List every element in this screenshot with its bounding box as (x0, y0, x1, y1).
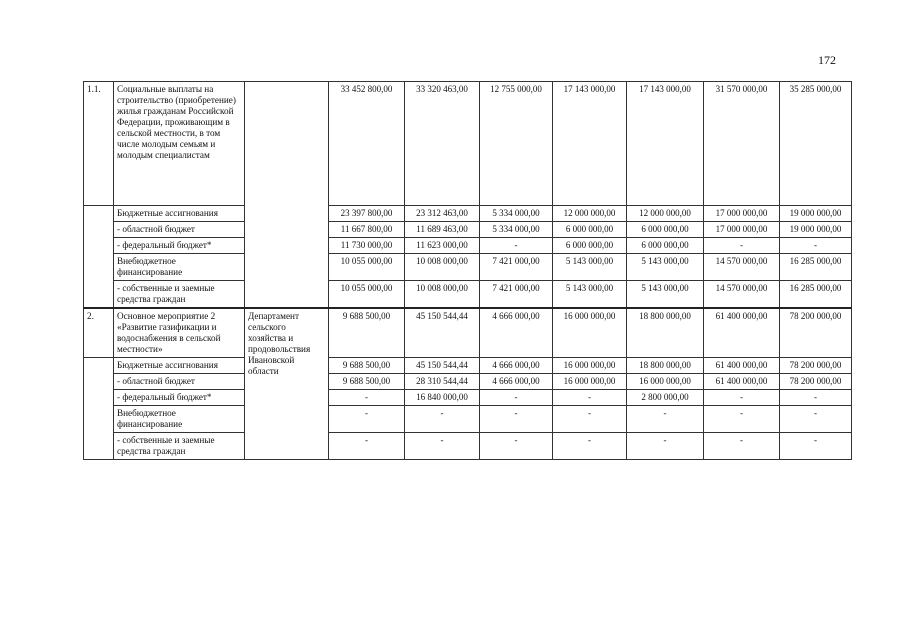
value-cell: 17 000 000,00 (704, 222, 780, 238)
table-row (84, 238, 852, 254)
row-number: 1.1. (84, 82, 114, 206)
value-cell: 16 285 000,00 (780, 281, 852, 309)
table-row (84, 222, 852, 238)
value-cell: 78 200 000,00 (780, 308, 852, 358)
value-cell: 45 150 544,44 (405, 358, 480, 374)
value-cell: - (627, 433, 704, 460)
value-cell: 12 000 000,00 (627, 206, 704, 222)
subrow-name: Внебюджетное финансирование (114, 406, 245, 433)
budget-table (83, 81, 852, 460)
value-cell: - (704, 433, 780, 460)
value-cell: 19 000 000,00 (780, 206, 852, 222)
value-cell: 33 320 463,00 (405, 82, 480, 206)
value-cell: - (329, 390, 405, 406)
value-cell: 78 200 000,00 (780, 374, 852, 390)
value-cell: 6 000 000,00 (627, 222, 704, 238)
table-row (84, 374, 852, 390)
table-row (84, 308, 852, 358)
table-row (84, 281, 852, 309)
value-cell: 7 421 000,00 (480, 254, 553, 281)
value-cell: 78 200 000,00 (780, 358, 852, 374)
value-cell: 23 312 463,00 (405, 206, 480, 222)
value-cell: 10 008 000,00 (405, 281, 480, 309)
value-cell: 5 143 000,00 (627, 281, 704, 309)
value-cell: 6 000 000,00 (553, 222, 627, 238)
row-name: Социальные выплаты на строительство (приобретение) жилья гражданам Российской Федерации, проживающим в сельской местности, в том числе молодым семьям и молодым специалистам (114, 82, 245, 206)
value-cell: 35 285 000,00 (780, 82, 852, 206)
row-executor (245, 82, 329, 309)
value-cell: 16 000 000,00 (553, 358, 627, 374)
value-cell: - (780, 238, 852, 254)
value-cell: - (627, 406, 704, 433)
value-cell: - (405, 433, 480, 460)
value-cell: 10 008 000,00 (405, 254, 480, 281)
value-cell: - (480, 390, 553, 406)
value-cell: 17 000 000,00 (704, 206, 780, 222)
row-executor: Департамент сельского хозяйства и продовольствия Ивановской области (245, 308, 329, 460)
value-cell: 31 570 000,00 (704, 82, 780, 206)
table-row (84, 390, 852, 406)
subrow-name: Внебюджетное финансирование (114, 254, 245, 281)
value-cell: - (480, 433, 553, 460)
value-cell: 16 840 000,00 (405, 390, 480, 406)
row-number-empty (84, 358, 114, 460)
value-cell: - (405, 406, 480, 433)
value-cell: 11 623 000,00 (405, 238, 480, 254)
subrow-name: - областной бюджет (114, 222, 245, 238)
value-cell: 61 400 000,00 (704, 358, 780, 374)
value-cell: - (704, 238, 780, 254)
value-cell: 5 143 000,00 (553, 254, 627, 281)
value-cell: 9 688 500,00 (329, 358, 405, 374)
value-cell: 33 452 800,00 (329, 82, 405, 206)
value-cell: 5 143 000,00 (627, 254, 704, 281)
value-cell: 28 310 544,44 (405, 374, 480, 390)
value-cell: - (780, 406, 852, 433)
row-number-empty (84, 206, 114, 309)
table-row (84, 433, 852, 460)
value-cell: 5 334 000,00 (480, 206, 553, 222)
subrow-name: - областной бюджет (114, 374, 245, 390)
value-cell: 6 000 000,00 (627, 238, 704, 254)
subrow-name: Бюджетные ассигнования (114, 206, 245, 222)
value-cell: 9 688 500,00 (329, 308, 405, 358)
value-cell: 18 800 000,00 (627, 308, 704, 358)
value-cell: - (553, 390, 627, 406)
table-row (84, 358, 852, 374)
value-cell: 12 755 000,00 (480, 82, 553, 206)
value-cell: 9 688 500,00 (329, 374, 405, 390)
value-cell: 12 000 000,00 (553, 206, 627, 222)
value-cell: - (704, 406, 780, 433)
value-cell: 11 689 463,00 (405, 222, 480, 238)
value-cell: 7 421 000,00 (480, 281, 553, 309)
table-row (84, 82, 852, 206)
value-cell: 16 000 000,00 (553, 374, 627, 390)
value-cell: 61 400 000,00 (704, 374, 780, 390)
table-row (84, 206, 852, 222)
value-cell: 18 800 000,00 (627, 358, 704, 374)
value-cell: 4 666 000,00 (480, 358, 553, 374)
value-cell: 19 000 000,00 (780, 222, 852, 238)
subrow-name: Бюджетные ассигнования (114, 358, 245, 374)
value-cell: - (553, 406, 627, 433)
value-cell: 5 143 000,00 (553, 281, 627, 309)
value-cell: - (553, 433, 627, 460)
value-cell: - (329, 433, 405, 460)
row-number: 2. (84, 308, 114, 358)
subrow-name: - собственные и заемные средства граждан (114, 433, 245, 460)
value-cell: - (480, 406, 553, 433)
subrow-name: - собственные и заемные средства граждан (114, 281, 245, 309)
value-cell: - (480, 238, 553, 254)
value-cell: 16 000 000,00 (627, 374, 704, 390)
value-cell: - (780, 390, 852, 406)
value-cell: 14 570 000,00 (704, 254, 780, 281)
value-cell: 11 667 800,00 (329, 222, 405, 238)
value-cell: 17 143 000,00 (627, 82, 704, 206)
value-cell: 23 397 800,00 (329, 206, 405, 222)
value-cell: 16 000 000,00 (553, 308, 627, 358)
value-cell: 14 570 000,00 (704, 281, 780, 309)
value-cell: 4 666 000,00 (480, 374, 553, 390)
value-cell: 17 143 000,00 (553, 82, 627, 206)
page-number: 172 (818, 53, 836, 67)
value-cell: 10 055 000,00 (329, 281, 405, 309)
value-cell: 16 285 000,00 (780, 254, 852, 281)
value-cell: 5 334 000,00 (480, 222, 553, 238)
table-row (84, 406, 852, 433)
value-cell: - (704, 390, 780, 406)
value-cell: - (329, 406, 405, 433)
value-cell: 10 055 000,00 (329, 254, 405, 281)
table-row (84, 254, 852, 281)
subrow-name: - федеральный бюджет* (114, 390, 245, 406)
value-cell: 2 800 000,00 (627, 390, 704, 406)
row-name: Основное мероприятие 2 «Развитие газификации и водоснабжения в сельской местности» (114, 308, 245, 358)
value-cell: - (780, 433, 852, 460)
value-cell: 4 666 000,00 (480, 308, 553, 358)
value-cell: 11 730 000,00 (329, 238, 405, 254)
value-cell: 45 150 544,44 (405, 308, 480, 358)
value-cell: 6 000 000,00 (553, 238, 627, 254)
value-cell: 61 400 000,00 (704, 308, 780, 358)
subrow-name: - федеральный бюджет* (114, 238, 245, 254)
